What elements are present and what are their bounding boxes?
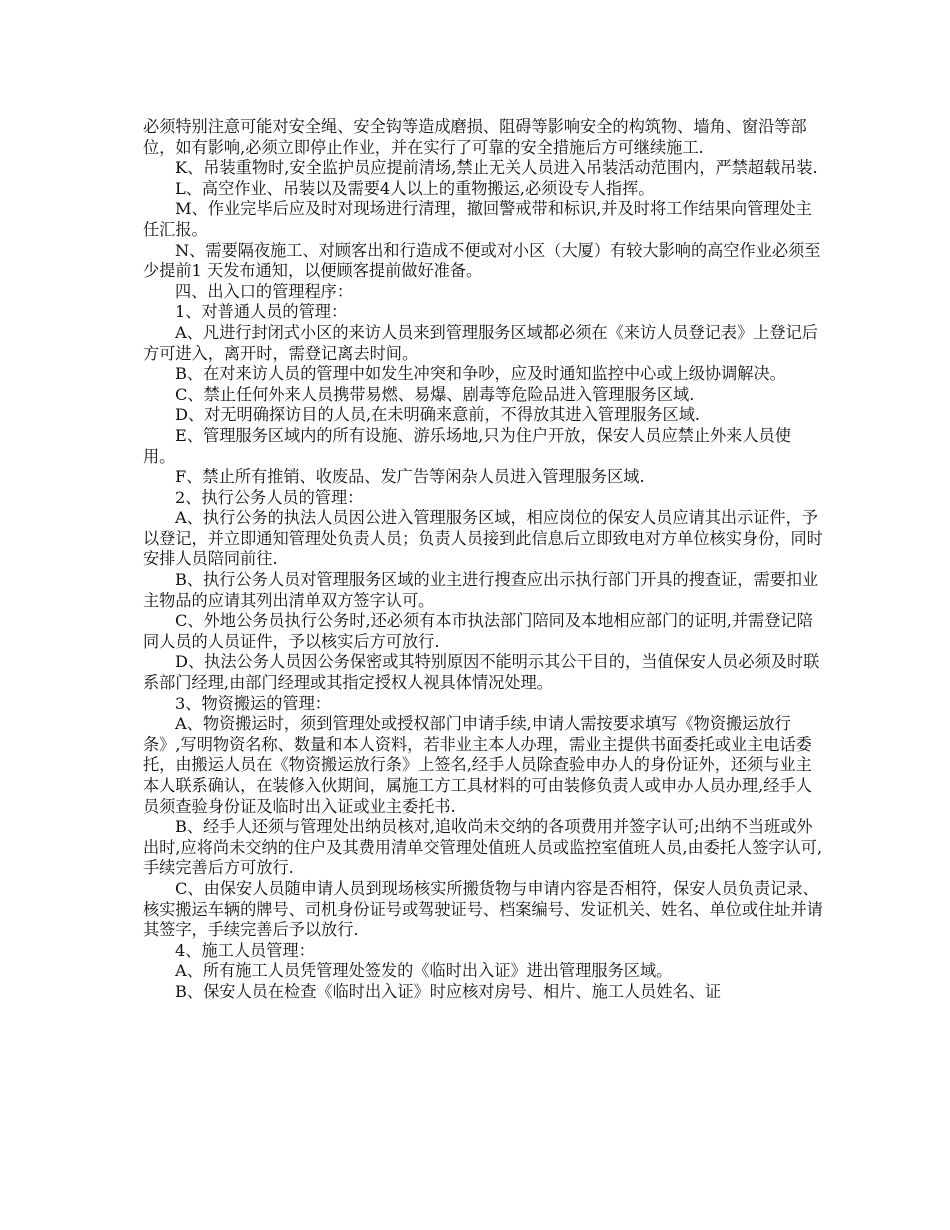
paragraph: C、禁止任何外来人员携带易燃、易爆、剧毒等危险品进入管理服务区域. [175, 384, 695, 404]
paragraph: 2、执行公务人员的管理： [175, 487, 364, 507]
paragraph: L、高空作业、吊装以及需要4人以上的重物搬运,必须设专人指挥。 [175, 178, 655, 198]
paragraph: K、吊装重物时,安全监护员应提前清场,禁止无关人员进入吊装活动范围内，严禁超载吊装. [175, 158, 818, 178]
paragraph: E、管理服务区域内的所有设施、游乐场地,只为住户开放，保安人员应禁止外来人员使用。 [143, 425, 791, 466]
paragraph: C、由保安人员随申请人员到现场核实所搬货物与申请内容是否相符，保安人员负责记录、核实搬运车辆的牌号、司机身份证号或驾驶证号、档案编号、发证机关、姓名、单位或住址并请其签字，手续完善后予以放行. [143, 878, 823, 940]
paragraph: A、执行公务的执法人员因公进入管理服务区域，相应岗位的保安人员应请其出示证件，予以登记，并立即通知管理处负责人员；负责人员接到此信息后立即致电对方单位核实身份，同时安排人员陪同前往. [143, 508, 823, 569]
paragraph: A、所有施工人员凭管理处签发的《临时出入证》进出管理服务区域。 [175, 961, 673, 981]
paragraph: B、执行公务人员对管理服务区域的业主进行搜查应出示执行部门开具的搜查证，需要扣业主物品的应请其列出清单双方签字认可。 [143, 570, 819, 610]
paragraph: 必须特别注意可能对安全绳、安全钩等造成磨损、阻碍等影响安全的构筑物、墙角、窗沿等部位，如有影响,必须立即停止作业，并在实行了可靠的安全措施后方可继续施工. [143, 117, 807, 157]
paragraph: A、凡进行封闭式小区的来访人员来到管理服务区域都必须在《来访人员登记表》上登记后方可进入，离开时，需登记离去时间。 [143, 322, 818, 363]
paragraph: 4、施工人员管理： [175, 940, 315, 960]
paragraph: 四、出入口的管理程序： [175, 281, 354, 301]
document-body [143, 117, 823, 1003]
paragraph: 3、物资搬运的管理： [175, 693, 331, 713]
paragraph: A、物资搬运时，须到管理处或授权部门申请手续,申请人需按要求填写《物资搬运放行条》,写明物资名称、数量和本人资料，若非业主本人办理，需业主提供书面委托或业主电话委托，由搬运人员在《物资搬运放行条》上签名,经手人员除查验申办人的身份证外，还须与业主本人联系确认，在装修入伙期间，属施工方工具材料的可由装修负责人或申办人员办理,经手人员须查验身份证及临时出入证或业主委托书. [143, 714, 812, 816]
paragraph: C、外地公务员执行公务时,还必须有本市执法部门陪同及本地相应部门的证明,并需登记陪同人员的人员证件，予以核实后方可放行. [143, 611, 813, 651]
paragraph: D、对无明确探访目的人员,在未明确来意前，不得放其进入管理服务区域. [175, 405, 701, 425]
paragraph: 1、对普通人员的管理： [175, 302, 348, 322]
paragraph: N、需要隔夜施工、对顾客出和行造成不便或对小区（大厦）有较大影响的高空作业必须至少提前1 天发布通知，以便顾客提前做好准备。 [143, 240, 821, 281]
paragraph: F、禁止所有推销、收废品、发广告等闲杂人员进入管理服务区域. [175, 467, 645, 487]
paragraph: B、经手人还须与管理处出纳员核对,追收尚未交纳的各项费用并签字认可;出纳不当班或外出时,应将尚未交纳的住户及其费用清单交管理处值班人员或监控室值班人员,由委托人签字认可,手续完善后方可放行. [143, 817, 823, 878]
paragraph: B、在对来访人员的管理中如发生冲突和争吵，应及时通知监控中心或上级协调解决。 [175, 364, 786, 384]
paragraph: D、执法公务人员因公务保密或其特别原因不能明示其公干目的，当值保安人员必须及时联系部门经理,由部门经理或其指定授权人视具体情况处理。 [143, 652, 820, 693]
paragraph: M、作业完毕后应及时对现场进行清理，撤回警戒带和标识,并及时将工作结果向管理处主任汇报。 [143, 199, 812, 239]
paragraph: B、保安人员在检查《临时出入证》时应核对房号、相片、施工人员姓名、证 [175, 981, 722, 1001]
